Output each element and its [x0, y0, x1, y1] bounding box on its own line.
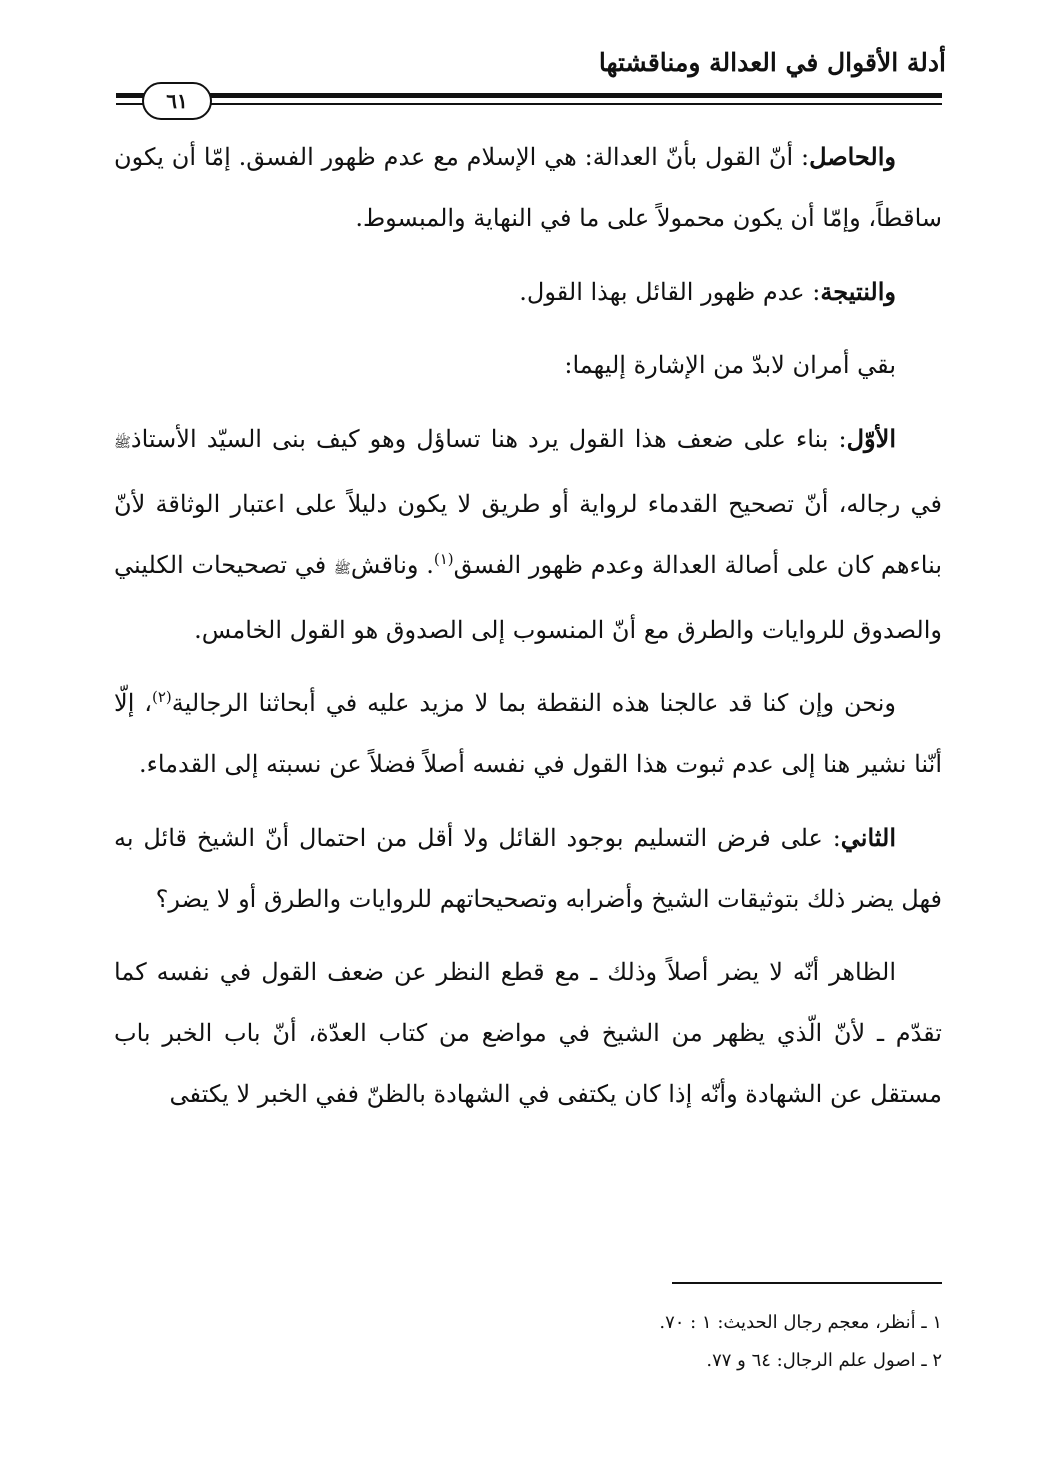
footnote-rule — [672, 1282, 942, 1284]
paragraph-text: ونحن وإن كنا قد عالجنا هذه النقطة بما لا مزيد عليه في أبحاثنا الرجالية — [171, 689, 897, 717]
paragraph-lead: الثاني — [840, 823, 896, 852]
paragraph-text: : بناء على ضعف هذا القول يرد هنا تساؤل وهو كيف بنى السيّد الأستاذ — [130, 425, 847, 453]
footnote-ref-1: (١) — [433, 550, 454, 568]
paragraph-text: في تصحيحات الكليني والصدوق للروايات والطرق مع أنّ المنسوب إلى الصدوق هو القول الخامس. — [114, 551, 942, 644]
page-number: ٦١ — [142, 82, 212, 120]
body-text — [114, 126, 942, 1137]
paragraph-lead: والنتيجة — [820, 277, 896, 306]
header-rule-thin — [116, 103, 942, 105]
honorific-glyph: ﷺ — [333, 561, 351, 577]
paragraph-first — [114, 408, 942, 661]
paragraph-text: : أنّ القول بأنّ العدالة: هي الإسلام مع عدم ظهور الفسق. إمّا أن يكون ساقطاً، وإمّا أن يكون محمولاً على ما في النهاية والمبسوط. — [114, 143, 942, 232]
paragraph-lead: الأوّل — [846, 424, 896, 453]
footnotes — [114, 1304, 942, 1380]
footnote-2: ٢ ـ اصول علم الرجال: ٦٤ و ٧٧. — [706, 1350, 942, 1371]
paragraph-our-research — [114, 673, 942, 795]
paragraph-text: . وناقش — [350, 551, 434, 579]
paragraph-text: ، إلّا أنّنا نشير هنا إلى عدم ثبوت هذا القول في نفسه أصلاً فضلاً عن نسبته إلى القدماء. — [114, 689, 942, 778]
paragraph-text: : على فرض التسليم بوجود القائل ولا أقل من احتمال أنّ الشيخ قائل به فهل يضر ذلك بتوثيقات الشيخ وأضرابه وتصحيحاتهم للروايات والطرق أو لا يضر؟ — [114, 824, 942, 913]
header-rule-thick — [116, 93, 942, 98]
paragraph-conclusion — [114, 126, 942, 249]
paragraph-text: في رجاله، أنّ تصحيح القدماء لرواية أو طريق لا يكون دليلاً على اعتبار الوثاقة لأنّ بناءهم كان على أصالة العدالة وعدم ظهور الفسق — [114, 490, 943, 579]
honorific-glyph: ﷺ — [114, 435, 131, 451]
paragraph-second — [114, 807, 942, 930]
paragraph-two-matters — [114, 335, 942, 396]
running-title: أدلة الأقوال في العدالة ومناقشتها — [598, 48, 946, 77]
paragraph-lead: والحاصل — [809, 142, 896, 171]
paragraph-result — [114, 261, 942, 323]
paragraph-text: بقي أمران لابدّ من الإشارة إليهما: — [564, 351, 896, 379]
footnote-1: ١ ـ أنظر، معجم رجال الحديث: ١ : ٧٠. — [659, 1312, 942, 1333]
paragraph-apparent — [114, 942, 942, 1125]
footnote-ref-2: (٢) — [152, 688, 172, 706]
paragraph-text: الظاهر أنّه لا يضر أصلاً وذلك ـ مع قطع النظر عن ضعف القول في نفسه كما تقدّم ـ لأنّ الّذي يظهر من الشيخ في مواضع من كتاب العدّة، أنّ باب الخبر باب مستقل عن الشهادة وأنّه إذا كان يكتفى في الشهادة بالظنّ ففي الخبر لا يكتفى — [114, 958, 942, 1108]
paragraph-text: : عدم ظهور القائل بهذا القول. — [519, 278, 821, 306]
